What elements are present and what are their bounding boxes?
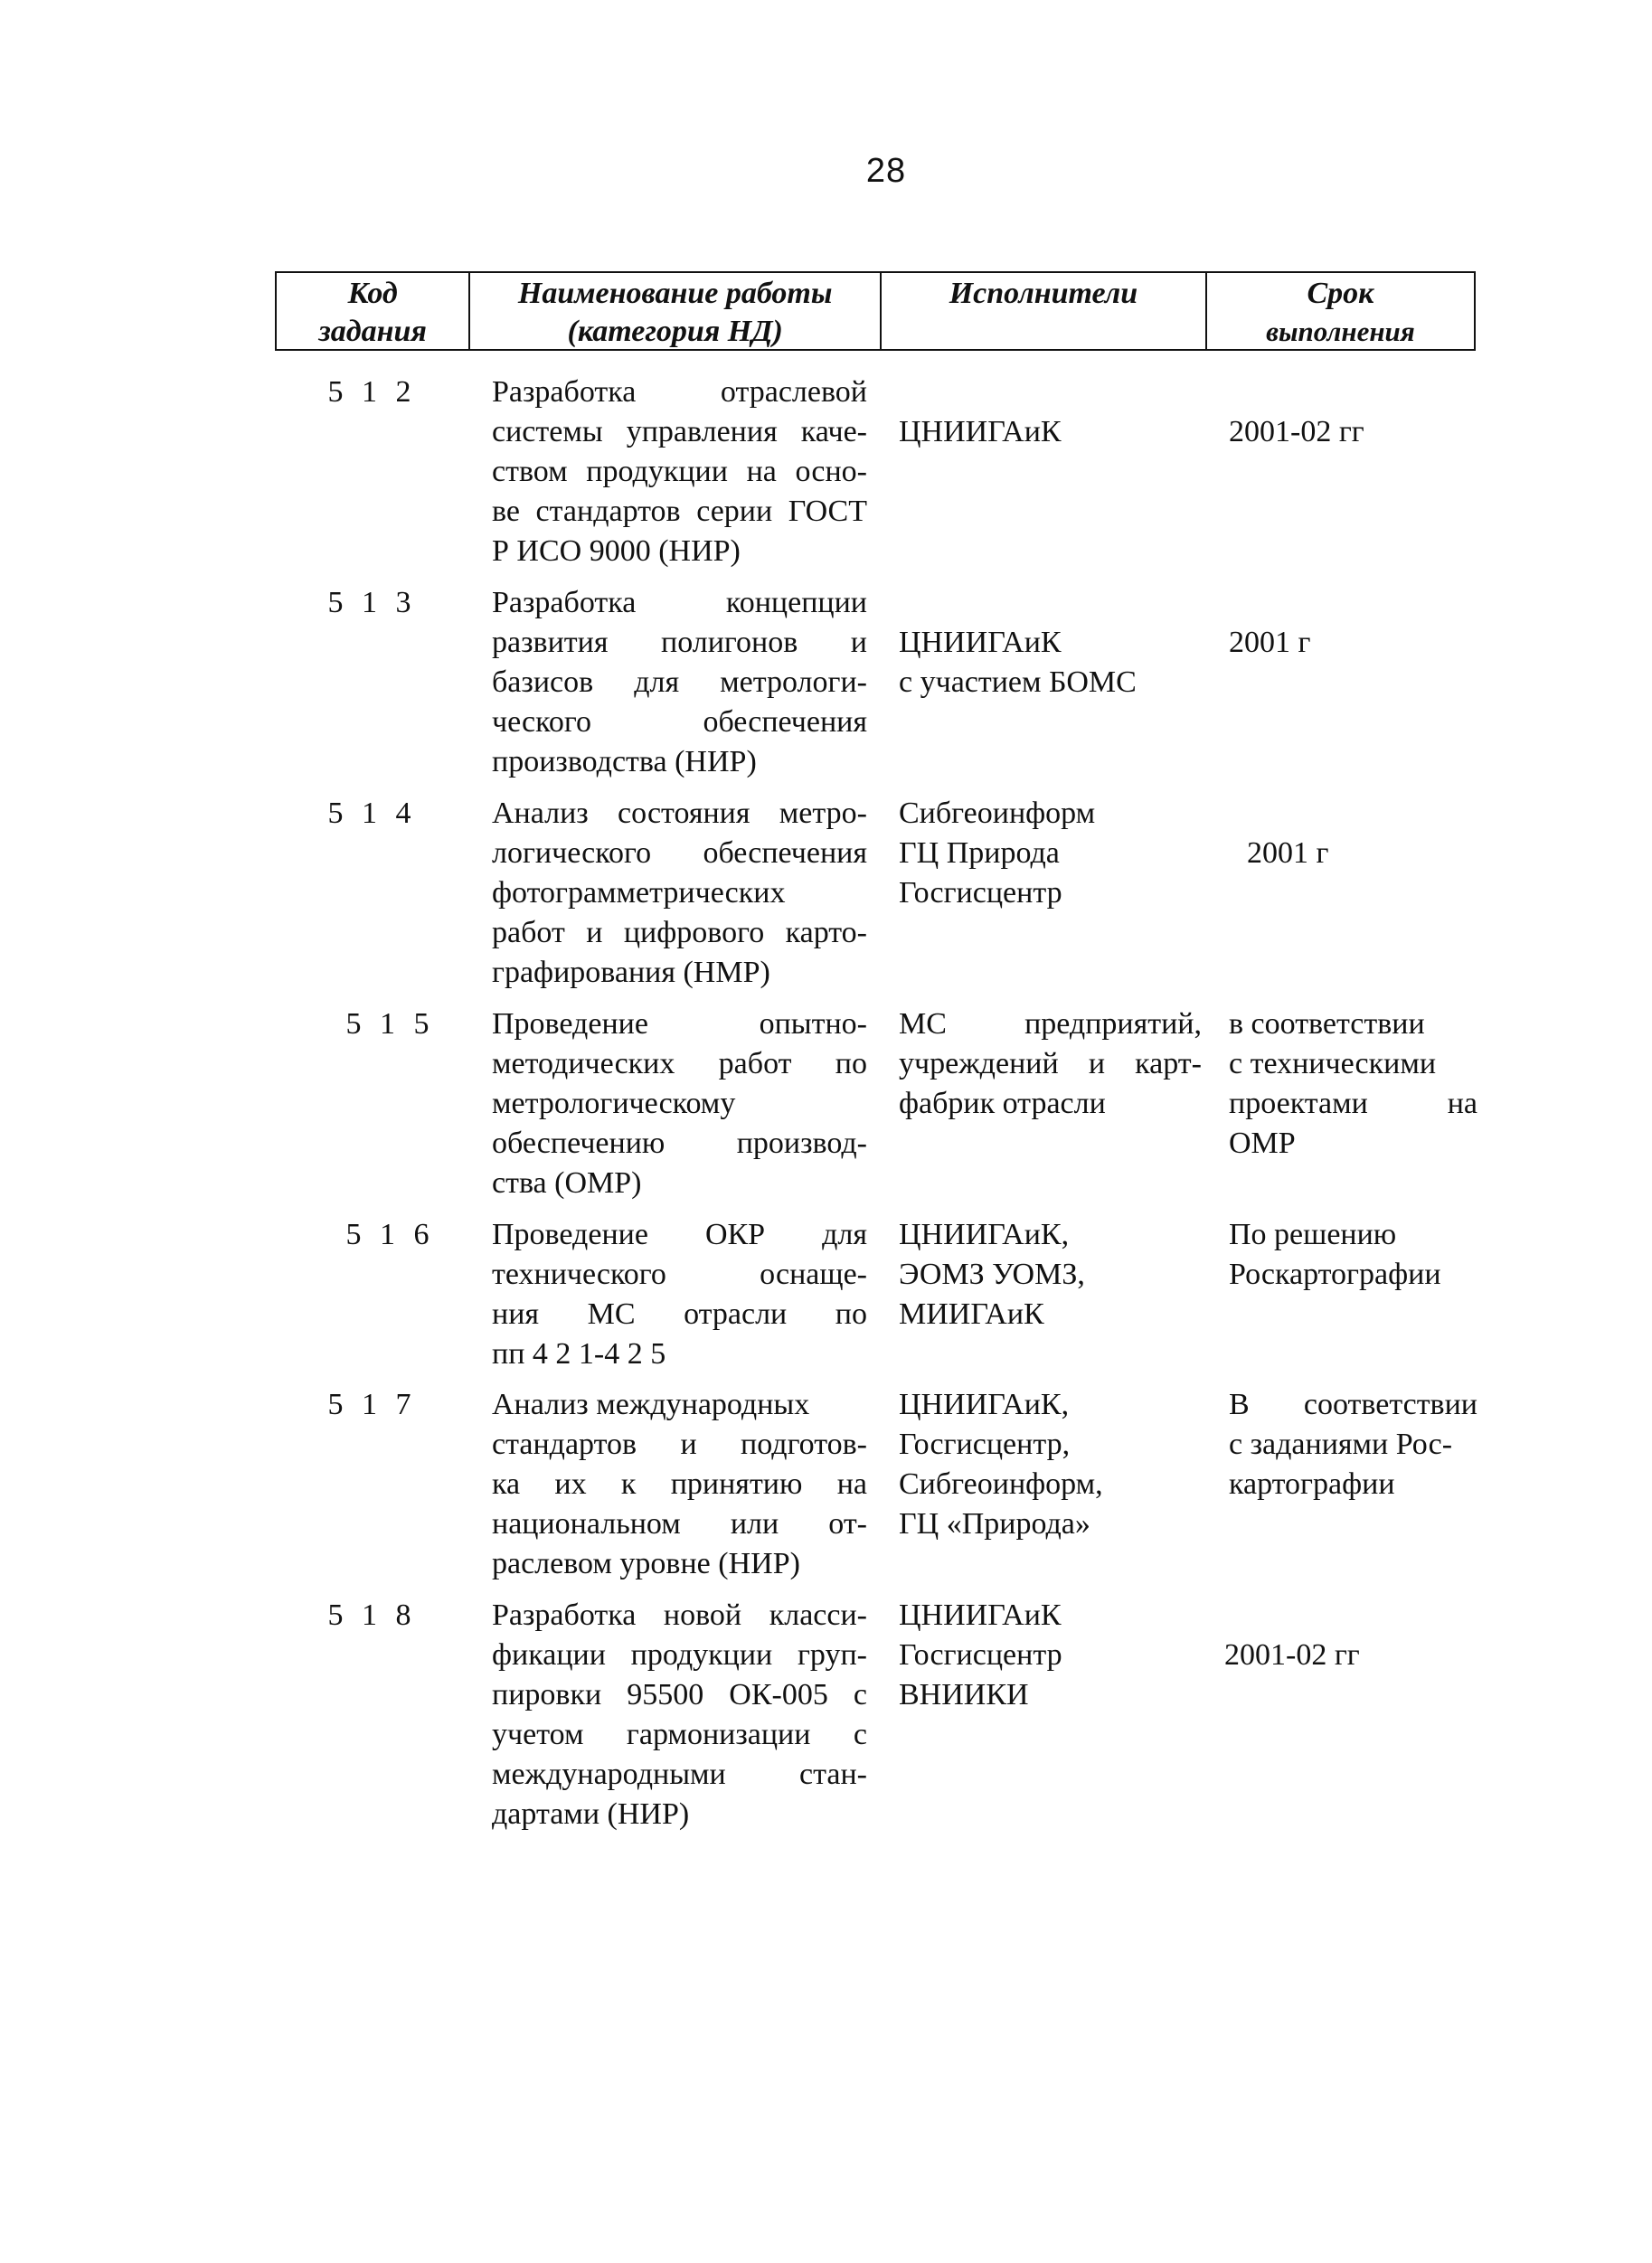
header-term: Срок выполнения (1266, 277, 1415, 347)
executors: МС предприятий, учреждений и карт- фабрик отрасли (899, 1007, 1202, 1120)
deadline: По решению Роскартографии (1229, 1218, 1441, 1291)
deadline: 2001 г (1229, 626, 1311, 659)
task-code: 5 1 3 (327, 586, 417, 619)
executors: ЦНИИГАиК, ЭОМЗ УОМЗ, МИИГАиК (899, 1218, 1085, 1331)
work-name: Разработка отраслевой системы управления каче- ством продукции на осно- ве стандартов серии ГОСТ Р ИСО 9000 (НИР) (492, 375, 867, 568)
executors: Сибгеоинформ ГЦ Природа Госгисцентр (899, 797, 1096, 910)
work-name: Проведение ОКР для технического оснаще- ния МС отрасли по пп 4 2 1-4 2 5 (492, 1218, 867, 1371)
deadline: 2001 г (1247, 836, 1329, 870)
work-name: Разработка новой класси- фикации продукции груп- пировки 95500 ОК-005 с учетом гармонизации с международными стан- дартами (НИР) (492, 1598, 867, 1831)
deadline: 2001-02 гг (1229, 415, 1364, 448)
task-code: 5 1 4 (327, 797, 417, 830)
work-name: Разработка концепции развития полигонов и базисов для метрологи- ческого обеспечения производства (НИР) (492, 586, 867, 778)
deadline: В соответствии с заданиями Рос- картографии (1229, 1388, 1477, 1501)
page-number: 28 (865, 152, 907, 190)
executors: ЦНИИГАиК с участием БОМС (899, 626, 1137, 699)
task-code: 5 1 7 (327, 1388, 417, 1421)
task-code: 5 1 2 (327, 375, 417, 409)
task-code: 5 1 8 (327, 1598, 417, 1632)
header-name: Наименование работы (категория НД) (470, 273, 882, 349)
header-executors: Исполнители (882, 273, 1207, 349)
executors: ЦНИИГАиК Госгисцентр ВНИИКИ (899, 1598, 1062, 1711)
deadline: 2001-02 гг (1224, 1638, 1360, 1672)
work-name: Проведение опытно- методических работ по метрологическому обеспечению производ- ства (ОМР) (492, 1007, 867, 1200)
task-code: 5 1 6 (345, 1218, 435, 1251)
table-header (275, 271, 1476, 351)
work-name: Анализ состояния метро- логического обеспечения фотограмметрических работ и цифрового карто- графирования (НМР) (492, 797, 867, 989)
executors: ЦНИИГАиК, Госгисцентр, Сибгеоинформ, ГЦ «Природа» (899, 1388, 1103, 1541)
header-code: Код задания (277, 273, 470, 349)
executors: ЦНИИГАиК (899, 415, 1062, 448)
deadline: в соответствии с техническими проектами на ОМР (1229, 1007, 1477, 1160)
work-name: Анализ международных стандартов и подготов- ка их к принятию на национальном или от- раслевом уровне (НИР) (492, 1388, 867, 1580)
task-code: 5 1 5 (345, 1007, 435, 1041)
